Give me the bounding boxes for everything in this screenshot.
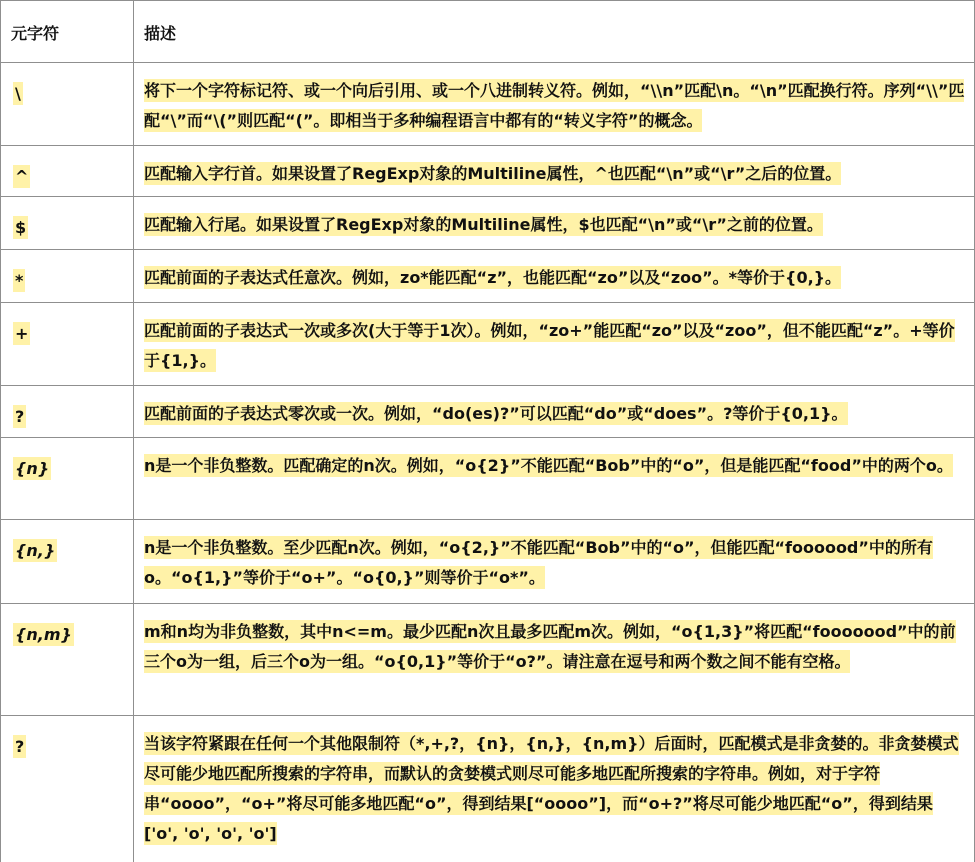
description-cell	[134, 438, 975, 520]
description-cell	[134, 197, 975, 250]
description-text: n是一个非负整数。匹配确定的n次。例如，“o{2}”不能匹配“Bob”中的“o”，但是能匹配“food”中的两个o。	[144, 456, 953, 475]
description-cell	[134, 716, 975, 862]
description-cell	[134, 146, 975, 197]
symbol-text: {n,}	[15, 541, 56, 560]
symbol-cell	[1, 197, 134, 250]
description-cell	[134, 386, 975, 438]
description-text: n是一个非负整数。至少匹配n次。例如，“o{2,}”不能匹配“Bob”中的“o”，但能匹配“foooood”中的所有o。“o{1,}”等价于“o+”。“o{0,}”则等价于“o*”。	[144, 538, 933, 587]
header-description: 描述	[134, 1, 975, 63]
description-text: 匹配前面的子表达式一次或多次(大于等于1次）。例如，“zo+”能匹配“zo”以及“zoo”，但不能匹配“z”。+等价于{1,}。	[144, 321, 955, 370]
table-row	[1, 146, 975, 197]
description-cell	[134, 250, 975, 303]
description-cell	[134, 63, 975, 146]
symbol-text: +	[15, 324, 29, 343]
symbol-text: ?	[15, 737, 25, 756]
description-cell	[134, 520, 975, 604]
header-row	[1, 1, 975, 63]
table-row	[1, 303, 975, 386]
symbol-cell	[1, 438, 134, 520]
symbol-text: $	[15, 218, 27, 237]
description-text: 当该字符紧跟在任何一个其他限制符（*,+,?，{n}，{n,}，{n,m}）后面时，匹配模式是非贪婪的。非贪婪模式尽可能少地匹配所搜索的字符串，而默认的贪婪模式则尽可能多地匹配所搜索的字符串。例如，对于字符串“oooo”，“o+”将尽可能多地匹配“o”，得到结果[“oooo”]，而“o+?”将尽可能少地匹配“o”，得到结果 ['o', 'o', 'o', 'o']	[144, 734, 959, 843]
symbol-cell	[1, 146, 134, 197]
symbol-cell	[1, 716, 134, 862]
description-text: 将下一个字符标记符、或一个向后引用、或一个八进制转义符。例如，“\\n”匹配\n。“\n”匹配换行符。序列“\\”匹配“\”而“\(”则匹配“(”。即相当于多种编程语言中都有的“转义字符”的概念。	[144, 81, 965, 130]
symbol-text: {n}	[15, 459, 50, 478]
symbol-text: *	[15, 271, 24, 290]
description-text: 匹配前面的子表达式零次或一次。例如，“do(es)?”可以匹配“do”或“does”。?等价于{0,1}。	[144, 404, 848, 423]
description-cell	[134, 303, 975, 386]
table-row	[1, 604, 975, 716]
symbol-text: \	[15, 84, 21, 103]
table-row	[1, 716, 975, 862]
table-row	[1, 197, 975, 250]
symbol-text: ^	[15, 167, 29, 186]
symbol-text: ?	[15, 407, 25, 426]
table-row	[1, 438, 975, 520]
table-row	[1, 250, 975, 303]
symbol-cell	[1, 604, 134, 716]
table-row	[1, 386, 975, 438]
description-text: m和n均为非负整数，其中n<=m。最少匹配n次且最多匹配m次。例如，“o{1,3}”将匹配“fooooood”中的前三个o为一组，后三个o为一组。“o{0,1}”等价于“o?”。请注意在逗号和两个数之间不能有空格。	[144, 622, 956, 671]
symbol-cell	[1, 520, 134, 604]
description-text: 匹配前面的子表达式任意次。例如，zo*能匹配“z”，也能匹配“zo”以及“zoo”。*等价于{0,}。	[144, 268, 842, 287]
header-metachar: 元字符	[1, 1, 134, 63]
symbol-cell	[1, 250, 134, 303]
symbol-text: {n,m}	[15, 625, 72, 644]
description-cell	[134, 604, 975, 716]
symbol-cell	[1, 63, 134, 146]
symbol-cell	[1, 303, 134, 386]
description-text: 匹配输入行尾。如果设置了RegExp对象的Multiline属性，$也匹配“\n”或“\r”之前的位置。	[144, 215, 823, 234]
symbol-cell	[1, 386, 134, 438]
table-row	[1, 63, 975, 146]
description-text: 匹配输入字行首。如果设置了RegExp对象的Multiline属性，^也匹配“\n”或“\r”之后的位置。	[144, 164, 842, 183]
table-row	[1, 520, 975, 604]
